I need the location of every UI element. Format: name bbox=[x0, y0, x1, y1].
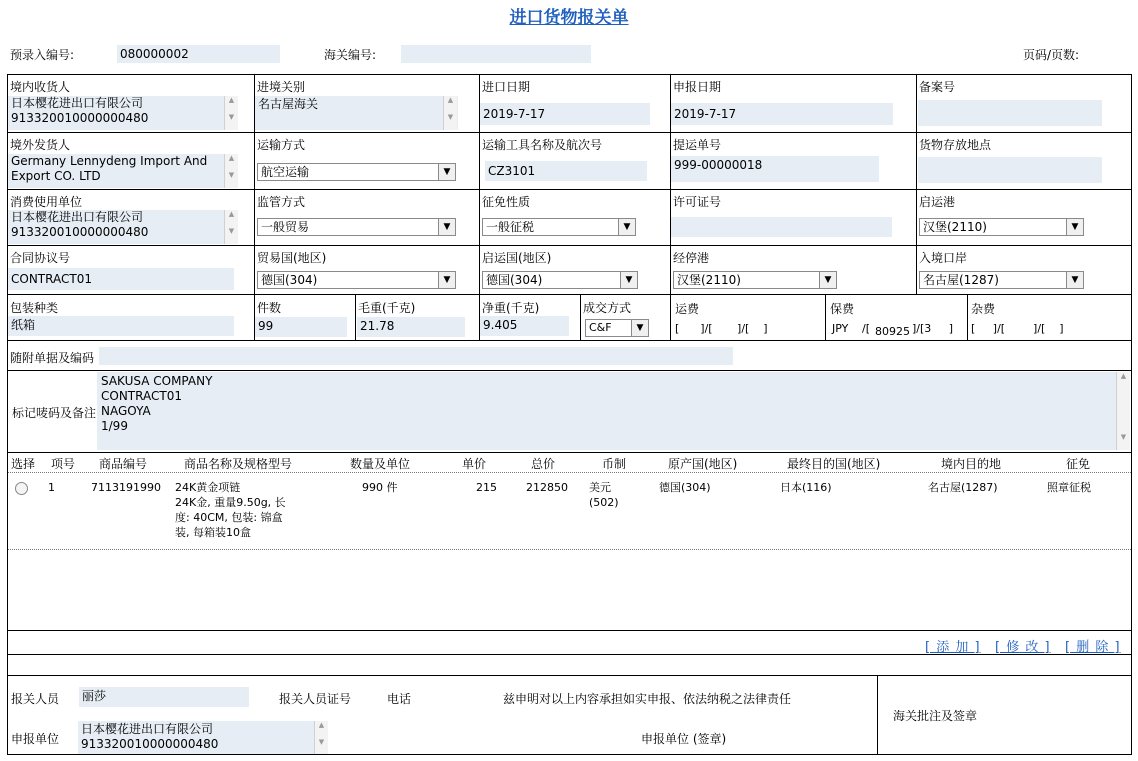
depart-country-label: 启运国(地区) bbox=[482, 251, 552, 265]
package-label: 包装种类 bbox=[10, 301, 59, 315]
user-scrollbar[interactable]: ▲ ▼ bbox=[224, 210, 238, 244]
customs-no-label: 海关编号: bbox=[324, 48, 377, 62]
insurance-rate-field[interactable]: 80925 bbox=[875, 325, 910, 338]
page-title: 进口货物报关单 bbox=[509, 8, 629, 28]
depart-port-select[interactable]: 汉堡(2110) ▼ bbox=[919, 218, 1084, 236]
declare-date-label: 申报日期 bbox=[673, 80, 722, 94]
col-exemption: 征免 bbox=[1066, 457, 1091, 471]
cell-unit-price: 215 bbox=[476, 481, 497, 494]
phone-label: 电话 bbox=[387, 692, 412, 706]
exemption-nature-select[interactable]: 一般征税 ▼ bbox=[482, 218, 636, 236]
depart-country-select[interactable]: 德国(304) ▼ bbox=[482, 271, 638, 289]
vehicle-label: 运输工具名称及航次号 bbox=[482, 138, 603, 152]
license-label: 许可证号 bbox=[673, 195, 722, 209]
consignee-textarea[interactable]: 日本樱花进出口有限公司 913320010000000480 bbox=[8, 96, 238, 130]
misc-label: 杂费 bbox=[971, 302, 996, 316]
net-weight-label: 净重(千克) bbox=[482, 301, 540, 315]
cell-item-no: 1 bbox=[48, 481, 55, 494]
declare-unit-label: 申报单位 bbox=[11, 732, 60, 746]
preentry-field[interactable]: 080000002 bbox=[117, 45, 280, 63]
supervision-label: 监管方式 bbox=[257, 195, 306, 209]
license-field[interactable] bbox=[671, 217, 892, 237]
entry-port-select[interactable]: 名古屋(1287) ▼ bbox=[919, 271, 1084, 289]
entry-customs-scrollbar[interactable]: ▲ ▼ bbox=[443, 96, 457, 130]
import-date-label: 进口日期 bbox=[482, 80, 531, 94]
docs-field[interactable] bbox=[99, 347, 733, 365]
col-origin: 原产国(地区) bbox=[668, 457, 738, 471]
edit-button[interactable]: [ 修 改 ] bbox=[995, 640, 1051, 655]
declare-unit-seal-label: 申报单位 (签章) bbox=[641, 732, 727, 746]
exemption-nature-label: 征免性质 bbox=[482, 195, 531, 209]
add-button[interactable]: [ 添 加 ] bbox=[925, 640, 981, 655]
shipper-label: 境外发货人 bbox=[10, 138, 71, 152]
customs-no-field[interactable] bbox=[401, 45, 591, 63]
col-domestic-dest: 境内目的地 bbox=[941, 457, 1002, 471]
entry-port-label: 入境口岸 bbox=[919, 251, 968, 265]
declarant-field[interactable]: 丽莎 bbox=[79, 687, 249, 707]
col-code: 商品编号 bbox=[99, 457, 148, 471]
chevron-down-icon: ▼ bbox=[438, 164, 455, 180]
freight-label: 运费 bbox=[675, 302, 700, 316]
pieces-label: 件数 bbox=[257, 301, 282, 315]
transport-mode-label: 运输方式 bbox=[257, 138, 306, 152]
record-no-field[interactable] bbox=[918, 100, 1102, 126]
chevron-down-icon: ▼ bbox=[438, 219, 455, 235]
deal-mode-label: 成交方式 bbox=[583, 301, 632, 315]
cell-qty: 990 件 bbox=[362, 481, 398, 494]
page-count-label: 页码/页数: bbox=[1023, 48, 1080, 62]
col-qty: 数量及单位 bbox=[350, 457, 411, 471]
cell-origin: 德国(304) bbox=[659, 481, 711, 494]
storage-field[interactable] bbox=[918, 157, 1102, 183]
package-field[interactable]: 纸箱 bbox=[8, 316, 234, 336]
entry-customs-label: 进境关别 bbox=[257, 80, 306, 94]
delete-button[interactable]: [ 删 除 ] bbox=[1065, 640, 1121, 655]
contract-label: 合同协议号 bbox=[10, 251, 71, 265]
insurance-fields[interactable]: ]/[3 ] bbox=[912, 322, 954, 335]
col-dest-country: 最终目的国(地区) bbox=[787, 457, 881, 471]
declare-unit-textarea[interactable]: 日本樱花进出口有限公司 913320010000000480 bbox=[78, 721, 328, 754]
row-select-radio[interactable] bbox=[15, 482, 28, 495]
chevron-down-icon: ▼ bbox=[1066, 219, 1083, 235]
vehicle-field[interactable]: CZ3101 bbox=[485, 161, 647, 181]
trade-country-label: 贸易国(地区) bbox=[257, 251, 327, 265]
cell-total: 212850 bbox=[526, 481, 568, 494]
col-currency: 币制 bbox=[602, 457, 627, 471]
insurance-label: 保费 bbox=[830, 302, 855, 316]
statement-text: 兹申明对以上内容承担如实申报、依法纳税之法律责任 bbox=[503, 692, 792, 706]
cell-currency: 美元 (502) bbox=[589, 481, 619, 509]
marks-textarea[interactable]: SAKUSA COMPANY CONTRACT01 NAGOYA 1/99 bbox=[97, 372, 1130, 450]
transport-mode-select[interactable]: 航空运输 ▼ bbox=[257, 163, 456, 181]
chevron-down-icon: ▼ bbox=[631, 320, 648, 336]
misc-fields[interactable]: [ ]/[ ]/[ ] bbox=[971, 322, 1064, 335]
contract-field[interactable]: CONTRACT01 bbox=[8, 268, 234, 290]
deal-mode-select[interactable]: C&F ▼ bbox=[585, 319, 649, 337]
col-select: 选择 bbox=[11, 457, 36, 471]
declarant-label: 报关人员 bbox=[11, 692, 60, 706]
shipper-textarea[interactable]: Germany Lennydeng Import And Export CO. LTD bbox=[8, 154, 238, 188]
import-date-field[interactable]: 2019-7-17 bbox=[480, 103, 650, 125]
declare-unit-scrollbar[interactable]: ▲ ▼ bbox=[314, 721, 328, 754]
cell-dest-country: 日本(116) bbox=[780, 481, 832, 494]
consignee-label: 境内收货人 bbox=[10, 80, 71, 94]
customs-sign-label: 海关批注及签章 bbox=[893, 709, 978, 723]
declare-date-field[interactable]: 2019-7-17 bbox=[671, 103, 893, 125]
supervision-select[interactable]: 一般贸易 ▼ bbox=[257, 218, 456, 236]
col-item-no: 项号 bbox=[51, 457, 76, 471]
gross-weight-field[interactable]: 21.78 bbox=[357, 317, 465, 337]
stop-port-label: 经停港 bbox=[673, 251, 710, 265]
gross-weight-label: 毛重(千克) bbox=[358, 301, 416, 315]
cell-domestic-dest: 名古屋(1287) bbox=[928, 481, 998, 494]
preentry-label: 预录入编号: bbox=[10, 48, 75, 62]
chevron-down-icon: ▼ bbox=[618, 219, 635, 235]
col-name: 商品名称及规格型号 bbox=[184, 457, 293, 471]
trade-country-select[interactable]: 德国(304) ▼ bbox=[257, 271, 456, 289]
cell-exemption: 照章征税 bbox=[1047, 481, 1091, 494]
freight-fields[interactable]: [ ]/[ ]/[ ] bbox=[675, 322, 768, 335]
chevron-down-icon: ▼ bbox=[620, 272, 637, 288]
shipper-scrollbar[interactable]: ▲ ▼ bbox=[224, 154, 238, 188]
net-weight-field[interactable]: 9.405 bbox=[480, 316, 569, 336]
marks-scrollbar[interactable]: ▲ ▼ bbox=[1116, 372, 1130, 450]
chevron-down-icon: ▼ bbox=[1066, 272, 1083, 288]
bill-field[interactable]: 999-00000018 bbox=[671, 156, 879, 182]
user-textarea[interactable]: 日本樱花进出口有限公司 913320010000000480 bbox=[8, 210, 238, 244]
depart-port-label: 启运港 bbox=[919, 195, 956, 209]
docs-label: 随附单据及编码 bbox=[10, 351, 95, 365]
storage-label: 货物存放地点 bbox=[919, 138, 992, 152]
record-no-label: 备案号 bbox=[919, 80, 956, 94]
declarant-cert-label: 报关人员证号 bbox=[279, 692, 352, 706]
chevron-down-icon: ▼ bbox=[438, 272, 455, 288]
consignee-scrollbar[interactable]: ▲ ▼ bbox=[224, 96, 238, 130]
chevron-down-icon: ▼ bbox=[819, 272, 836, 288]
insurance-currency[interactable]: JPY bbox=[832, 322, 849, 335]
entry-customs-field[interactable]: 名古屋海关 bbox=[255, 96, 458, 130]
cell-name: 24K黄金项链 24K金, 重量9.50g, 长 度: 40CM, 包装: 锦盒 装, 每箱装10盒 bbox=[175, 481, 286, 539]
col-unit-price: 单价 bbox=[462, 457, 487, 471]
marks-label: 标记唛码及备注 bbox=[12, 406, 97, 420]
pieces-field[interactable]: 99 bbox=[255, 317, 347, 337]
bill-label: 提运单号 bbox=[673, 138, 722, 152]
col-total: 总价 bbox=[531, 457, 556, 471]
cell-code: 7113191990 bbox=[91, 481, 161, 494]
stop-port-select[interactable]: 汉堡(2110) ▼ bbox=[673, 271, 837, 289]
user-label: 消费使用单位 bbox=[10, 195, 83, 209]
